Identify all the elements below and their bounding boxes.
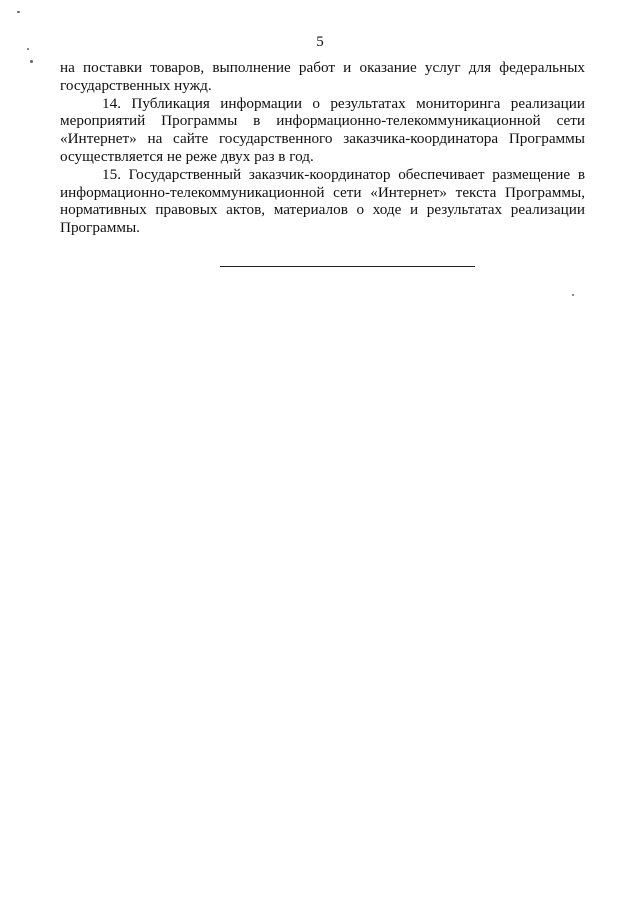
document-body	[60, 59, 585, 237]
scan-speck	[572, 294, 574, 296]
paragraph-continuation: на поставки товаров, выполнение работ и оказание услуг для федеральных государственных нужд.	[60, 59, 585, 94]
scan-speck	[30, 60, 33, 63]
paragraph-15: 15. Государственный заказчик-координатор обеспечивает размещение в информационно-телекоммуникационной сети «Интернет» текста Программы, нормативных правовых актов, материалов о ходе и результатах реализации Программы.	[60, 165, 585, 237]
scan-speck	[17, 11, 20, 13]
paragraph-14: 14. Публикация информации о результатах мониторинга реализации мероприятий Программы в информационно-телекоммуникационной сети «Интернет» на сайте государственного заказчика-координатора Программы осуществляется не реже двух раз в год.	[60, 94, 585, 165]
end-separator-line	[220, 266, 475, 267]
page-number: 5	[316, 34, 324, 50]
